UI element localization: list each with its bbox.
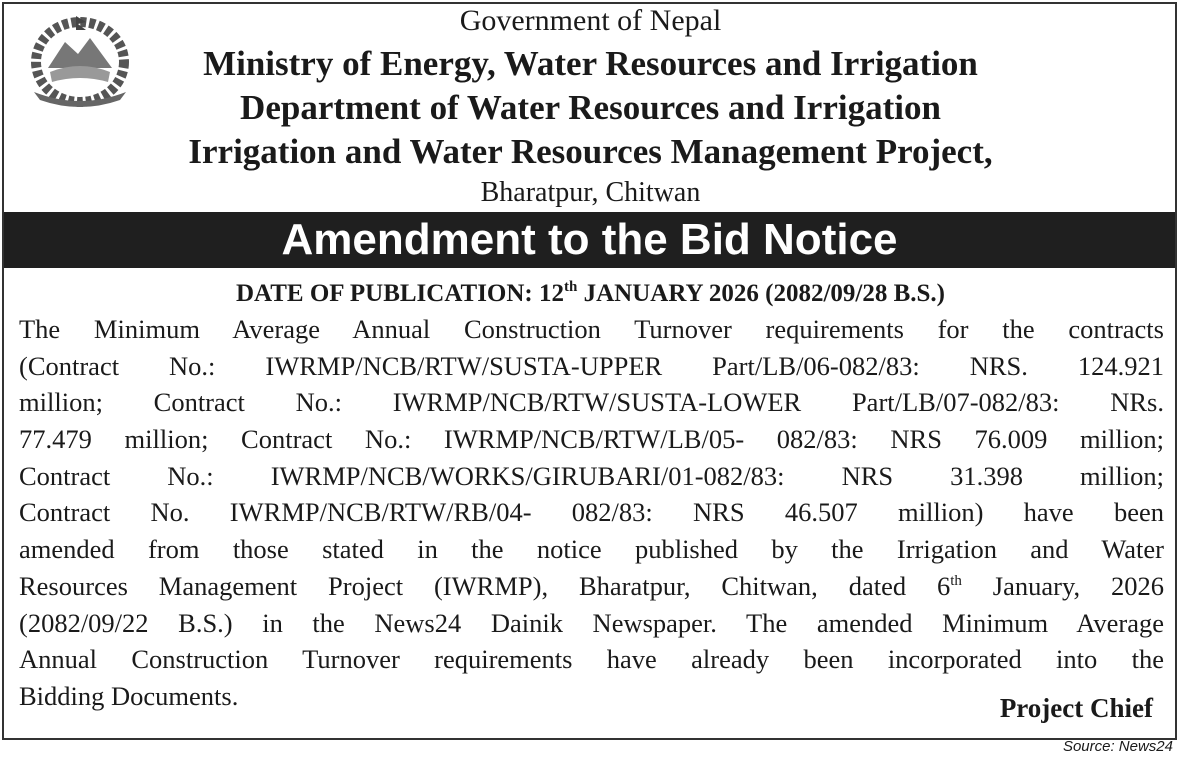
body-line [19,458,1164,495]
body-line-text: Resources Management Project (IWRMP), Bharatpur, Chitwan, dated 6 [19,570,951,601]
body-line-text: Contract No.: IWRMP/NCB/WORKS/GIRUBARI/01-082/83: NRS 31.398 million; [19,460,1164,491]
body-line-text: million; Contract No.: IWRMP/NCB/RTW/SUSTA-LOWER Part/LB/07-082/83: NRs. [19,387,1164,418]
body-line [19,421,1164,458]
body-line [19,641,1164,678]
publication-date-text: DATE OF PUBLICATION: 12 [235,280,565,307]
body-line-rest: January, 2026 [961,570,1164,601]
body-line [19,605,1164,642]
body-line [19,568,1164,605]
body-line [19,494,1164,531]
body-line-text: 77.479 million; Contract No.: IWRMP/NCB/RTW/LB/05- 082/83: NRS 76.009 million; [19,424,1164,455]
notice-title: Amendment to the Bid Notice [281,215,898,264]
publication-date [0,280,1181,308]
body-line-text: amended from those stated in the notice published by the Irrigation and Water [19,534,1164,565]
body-line [19,678,1164,715]
ministry-title: Ministry of Energy, Water Resources and Irrigation [203,44,978,83]
body-line-text: (2082/09/22 B.S.) in the News24 Dainik Newspaper. The amended Minimum Average [19,607,1164,638]
government-title: Government of Nepal [459,4,722,37]
notice-body [19,311,1164,715]
body-line-text: The Minimum Average Annual Construction Turnover requirements for the contracts [19,314,1164,344]
source-credit: Source: News24 [1062,738,1173,755]
body-line-sup: th [950,572,962,589]
project-title: Irrigation and Water Resources Management Project, [188,132,993,171]
body-line-text: Bidding Documents. [19,680,239,711]
body-line [19,531,1164,568]
body-line-text: Contract No. IWRMP/NCB/RTW/RB/04- 082/83: NRS 46.507 million) have been [19,497,1164,528]
signatory: Project Chief [999,693,1153,723]
body-line [19,311,1164,348]
body-line-text: (Contract No.: IWRMP/NCB/RTW/SUSTA-UPPER Part/LB/06-082/83: NRS. 124.921 [19,350,1164,381]
body-line-text: Annual Construction Turnover requirements have already been incorporated into the [19,644,1164,675]
body-line [19,384,1164,421]
body-line [19,348,1164,385]
publication-date-sup: th [564,279,578,295]
publication-date-rest: JANUARY 2026 (2082/09/28 B.S.) [577,280,945,307]
title-band [4,212,1175,268]
project-location: Bharatpur, Chitwan [480,177,701,208]
department-title: Department of Water Resources and Irrigation [240,88,941,127]
